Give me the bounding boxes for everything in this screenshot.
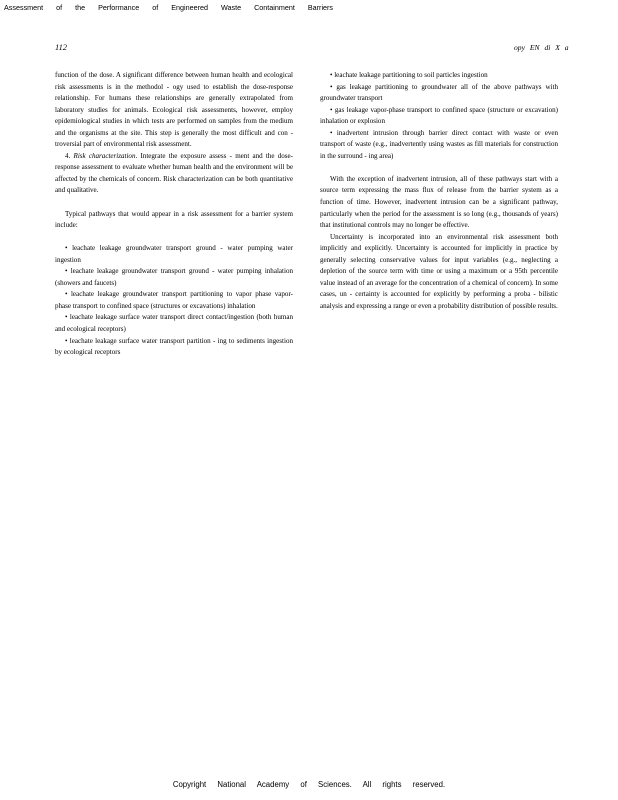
right-column	[320, 70, 558, 312]
pathway-bullet: • leachate leakage groundwater transport ground - water pumping inhalation (showers and faucets)	[55, 267, 293, 287]
risk-characterization-body: . Integrate the exposure assess - ment and the dose-response assessment to evaluate whether human health and the environment will be affected by the chemicals of concern. Risk characterization can be both quantitative and qualitative.	[55, 151, 293, 195]
subheading-risk-characterization: Risk characterization	[73, 151, 136, 160]
pathway-bullet: • gas leakage partitioning to groundwater all of the above pathways with groundwater transport	[320, 82, 558, 103]
header-right-label: opy EN di X a	[514, 43, 569, 52]
pathway-bullet: • gas leakage vapor-phase transport to confined space (structure or excavation) inhalation or explosion	[320, 105, 558, 126]
running-header: Assessment of the Performance of Engineered Waste Containment Barriers	[4, 3, 334, 12]
page-number: 112	[55, 43, 67, 52]
pathway-bullet: • leachate leakage partitioning to soil particles ingestion	[330, 71, 488, 79]
pathway-bullet: • leachate leakage surface water transport partition - ing to sediments ingestion by ecological receptors	[55, 336, 293, 357]
paragraph-typical-pathways: Typical pathways that would appear in a risk assessment for a barrier system include:	[55, 209, 293, 230]
pathway-bullet: • inadvertent intrusion through barrier direct contact with waste or even transport of waste (e.g., inadvertently using wastes as fill materials for construction in the surround - ing area)	[320, 128, 558, 160]
item-number: 4.	[65, 151, 71, 160]
paragraph-dose-response: function of the dose. A significant difference between human health and ecological risk assessments is in the methodol - ogy used to establish the dose-response relationship. For humans these relationships are generally extrapolated from laboratory studies for animals. Ecological risk assessments, however, employ epidemiological studies in which tests are performed on samples from the medium and the organisms at the site. This step is generally the most difficult and con - troversial part of environmental risk assessment.	[55, 71, 293, 149]
copyright-footer: Copyright National Academy of Sciences. All rights reserved.	[172, 780, 446, 789]
pathway-bullet: • leachate leakage groundwater transport partitioning to vapor phase vapor-phase transport to confined space (structures or excavations) inhalation	[55, 290, 293, 310]
pathway-bullet: • leachate leakage groundwater transport ground - water pumping water ingestion	[55, 244, 293, 264]
paragraph-risk-characterization	[55, 151, 293, 197]
left-column	[55, 70, 293, 359]
pathway-bullet: • leachate leakage surface water transport direct contact/ingestion (both human and ecological receptors)	[55, 313, 293, 334]
paragraph-uncertainty: Uncertainty is incorporated into an environmental risk assessment both implicitly and explicitly. Uncertainty is accounted for implicitly in practice by generally selecting conservative values for input variables (e.g., neglecting a depletion of the source term with time or using a maximum or a 95th percentile value instead of an average for the concentration of a chemical of concern). In some cases, un - certainty is accounted for explicitly by performing a proba - bilistic analysis and expressing a range or even a probability distribution of possible results.	[320, 232, 558, 310]
paragraph-inadvertent-intrusion: With the exception of inadvertent intrusion, all of these pathways start with a source term expressing the mass flux of release from the barrier system as a function of time. However, inadvertent intrusion can be a significant pathway, particularly when the period for the assessment is so long (e.g., thousands of years) that institutional controls may no longer be effective.	[320, 174, 558, 230]
